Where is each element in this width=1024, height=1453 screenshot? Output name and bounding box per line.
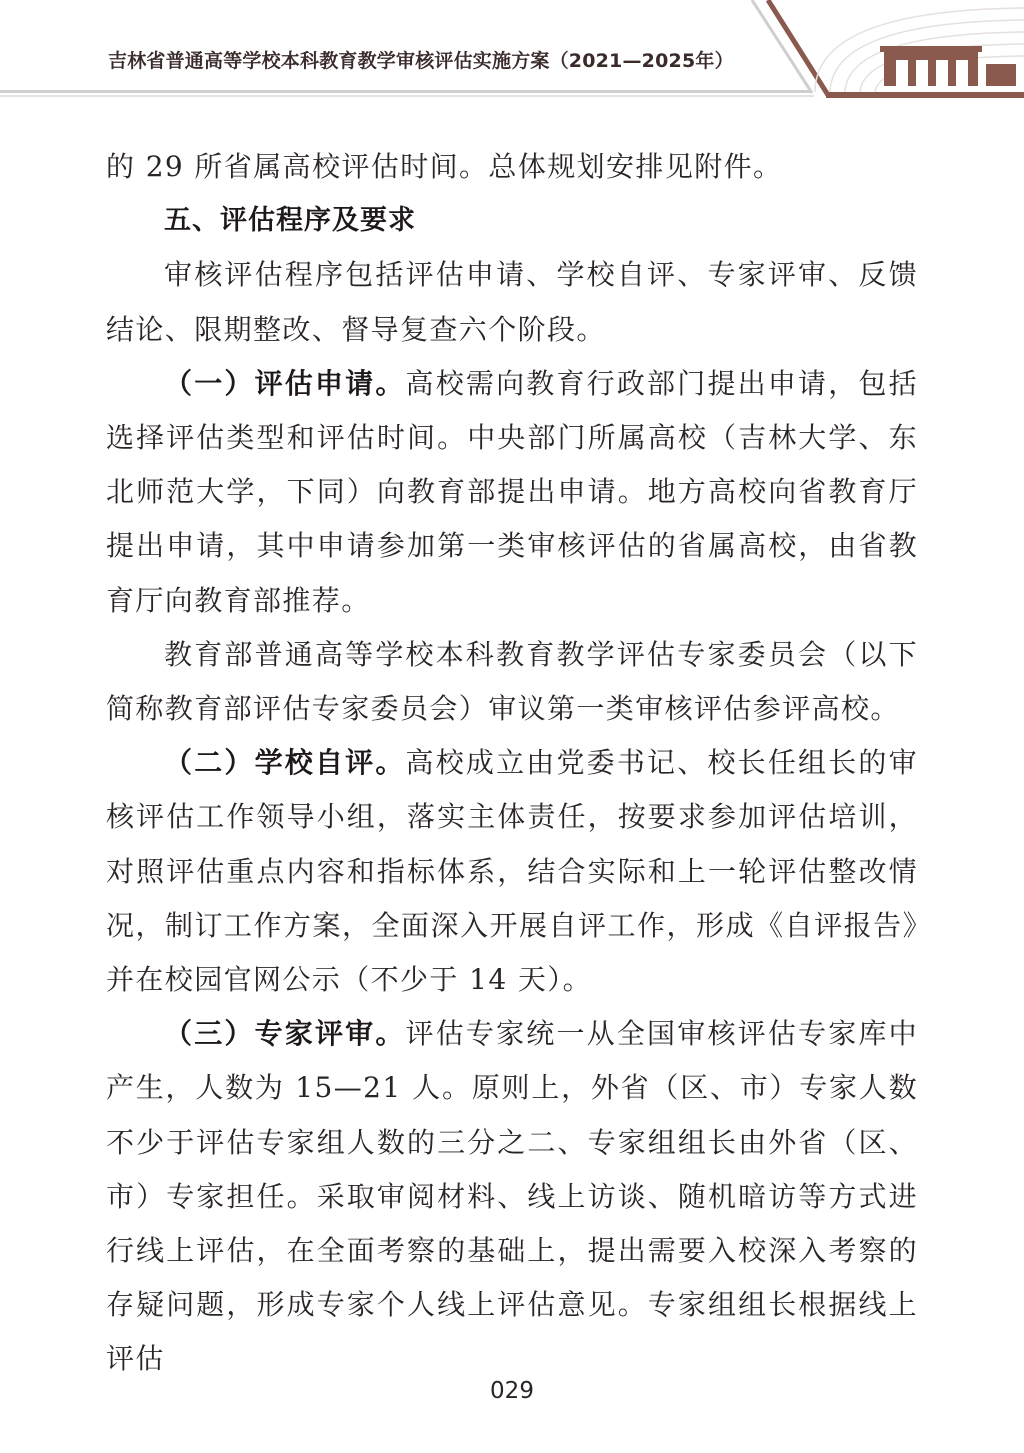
paragraph-continuation: 的 29 所省属高校评估时间。总体规划安排见附件。 xyxy=(106,150,783,183)
paragraph-text: 高校成立由党委书记、校长任组长的审核评估工作领导小组，落实主体责任，按要求参加评估培训，对照评估重点内容和指标体系，结合实际和上一轮评估整改情况，制订工作方案，全面深入开展自评工作，形成《自评报告》并在校园官网公示（不少于 14 天）。 xyxy=(106,746,918,997)
section-heading: 五、评估程序及要求 xyxy=(164,205,416,237)
subsection-lead: （三）专家评审。 xyxy=(164,1017,406,1051)
paragraph-expert-review xyxy=(106,1007,918,1386)
document-body xyxy=(106,140,918,1387)
building-gate-icon xyxy=(880,46,1016,86)
paragraph-self-evaluation xyxy=(106,736,918,1007)
subsection-lead: （二）学校自评。 xyxy=(164,746,406,780)
paragraph-text: 高校需向教育行政部门提出申请，包括选择评估类型和评估时间。中央部门所属高校（吉林大学、东北师范大学，下同）向教育部提出申请。地方高校向省教育厅提出申请，其中申请参加第一类审核评估的省属高校，由省教育厅向教育部推荐。 xyxy=(106,366,918,617)
page-number: 029 xyxy=(490,1378,534,1404)
subsection-lead: （一）评估申请。 xyxy=(164,366,406,400)
paragraph-text: 评估专家统一从全国审核评估专家库中产生，人数为 15—21 人。原则上，外省（区、市）专家人数不少于评估专家组人数的三分之二、专家组组长由外省（区、市）专家担任。采取审阅材料、线上访谈、随机暗访等方式进行线上评估，在全面考察的基础上，提出需要入校深入考察的存疑问题，形成专家个人线上评估意见。专家组组长根据线上评估 xyxy=(106,1017,918,1376)
header-title: 吉林省普通高等学校本科教育教学审核评估实施方案（2021—2025年） xyxy=(108,50,734,72)
paragraph-expert-committee: 教育部普通高等学校本科教育教学评估专家委员会（以下简称教育部评估专家委员会）审议第一类审核评估参评高校。 xyxy=(106,637,918,726)
page-header xyxy=(0,0,1024,100)
paragraph-procedure-overview: 审核评估程序包括评估申请、学校自评、专家评审、反馈结论、限期整改、督导复查六个阶段。 xyxy=(106,258,918,346)
paragraph-evaluation-application xyxy=(106,357,918,628)
